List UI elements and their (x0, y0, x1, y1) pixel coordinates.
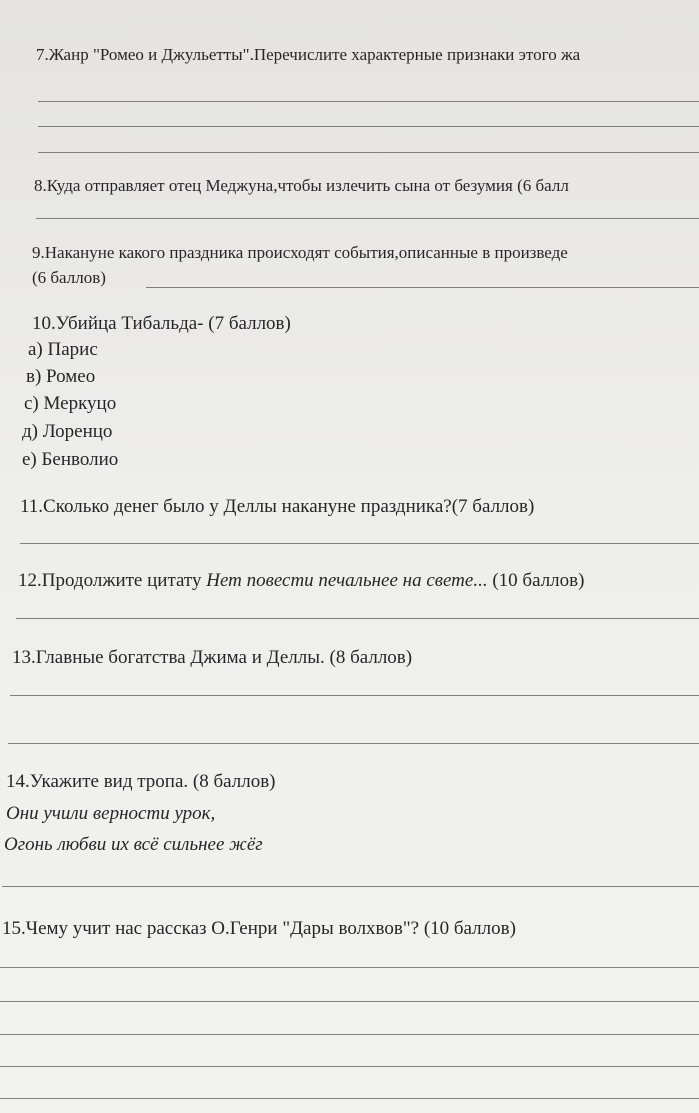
option-c[interactable]: с) Меркуцо (24, 393, 117, 414)
question-9: 9.Накануне какого праздника происходят события,описанные в произведе (32, 243, 568, 262)
question-12-suffix: (10 баллов) (487, 570, 585, 591)
answer-line[interactable] (2, 886, 699, 887)
question-12-prefix: 12.Продолжите цитату (18, 570, 207, 591)
question-8: 8.Куда отправляет отец Меджуна,чтобы излечить сына от безумия (6 балл (34, 176, 569, 195)
question-14: 14.Укажите вид тропа. (8 баллов) (6, 771, 276, 792)
question-13: 13.Главные богатства Джима и Деллы. (8 баллов) (12, 647, 413, 668)
question-9-points: (6 баллов) (32, 268, 106, 287)
question-12-quote: Нет повести печальнее на свете... (206, 570, 488, 591)
option-a[interactable]: а) Парис (28, 339, 98, 360)
answer-line[interactable] (38, 152, 699, 153)
verse-line-2: Огонь любви их всё сильнее жёг (4, 834, 263, 855)
answer-line[interactable] (0, 1066, 699, 1067)
question-11: 11.Сколько денег было у Деллы накануне праздника?(7 баллов) (20, 496, 535, 517)
question-15: 15.Чему учит нас рассказ О.Генри "Дары волхвов"? (10 баллов) (2, 918, 516, 939)
option-e[interactable]: е) Бенволио (22, 449, 119, 470)
answer-line[interactable] (146, 287, 699, 288)
answer-line[interactable] (20, 543, 699, 544)
answer-line[interactable] (0, 1001, 699, 1002)
option-d[interactable]: д) Лоренцо (22, 421, 113, 442)
answer-line[interactable] (8, 743, 699, 744)
answer-line[interactable] (36, 218, 699, 219)
question-10: 10.Убийца Тибальда- (7 баллов) (32, 313, 291, 334)
answer-line[interactable] (10, 695, 699, 696)
verse-line-1: Они учили верности урок, (6, 803, 216, 824)
question-12 (18, 569, 584, 593)
answer-line[interactable] (0, 1034, 699, 1035)
option-b[interactable]: в) Ромео (26, 366, 96, 387)
answer-line[interactable] (38, 126, 699, 127)
question-7: 7.Жанр "Ромео и Джульетты".Перечислите характерные признаки этого жа (36, 45, 581, 64)
answer-line[interactable] (38, 101, 699, 102)
answer-line[interactable] (16, 618, 699, 619)
answer-line[interactable] (0, 1098, 699, 1099)
answer-line[interactable] (0, 967, 699, 968)
